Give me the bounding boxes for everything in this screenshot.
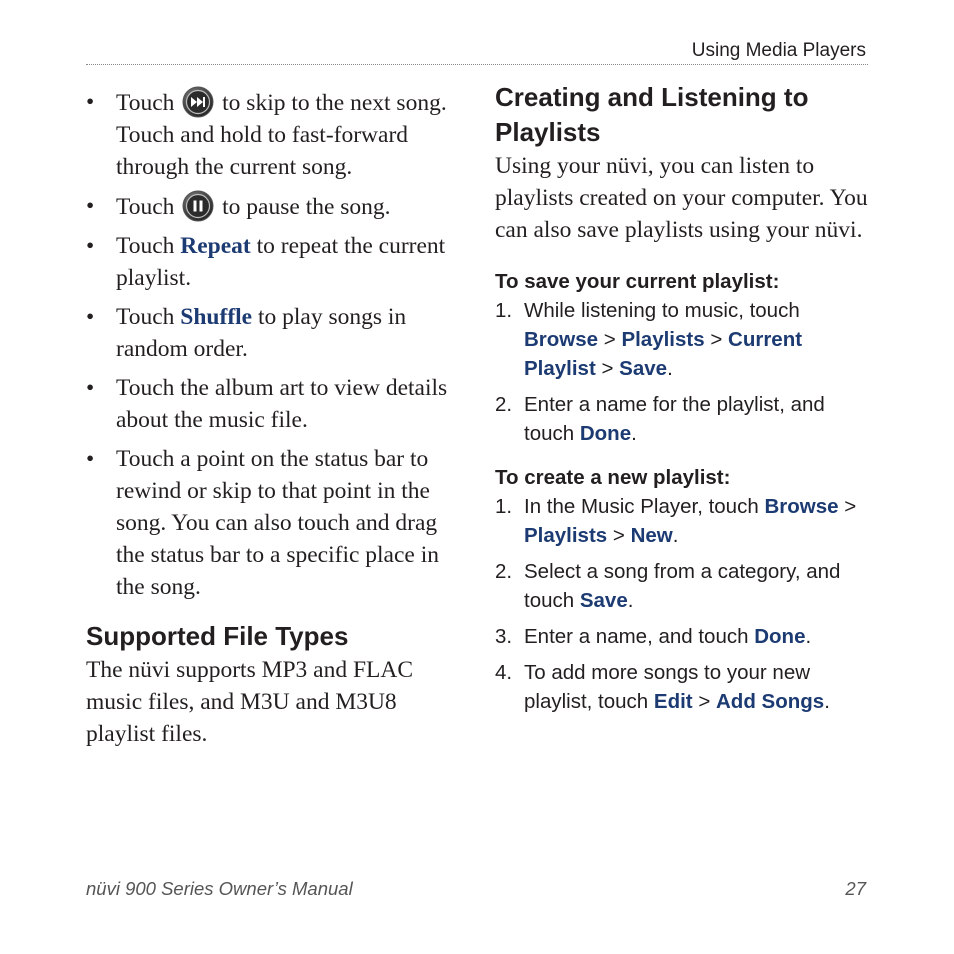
step-text: > [598, 328, 622, 351]
list-item [86, 86, 466, 183]
bullet-marker: • [86, 233, 95, 259]
section-title: Using Media Players [691, 40, 866, 61]
step-item [495, 622, 875, 651]
item-text: Touch [116, 90, 181, 116]
step-text: . [627, 589, 634, 612]
new-keyword: New [630, 524, 673, 547]
list-item [86, 301, 466, 365]
save-playlist-title: To save your current playlist: [495, 270, 780, 293]
step-item [495, 296, 875, 383]
done-keyword: Done [579, 422, 632, 445]
pause-icon [182, 190, 214, 222]
bullet-marker: • [86, 89, 95, 115]
step-text: . [667, 357, 673, 380]
item-text: Touch [116, 233, 181, 259]
item-text: Touch [116, 194, 181, 220]
bullet-marker: • [86, 375, 95, 401]
step-text: > [692, 690, 716, 713]
step-number: 1. [495, 299, 513, 322]
current-playlist-keyword: Current Playlist [524, 328, 803, 380]
step-item [495, 492, 875, 550]
create-playlist-title: To create a new playlist: [495, 466, 731, 489]
save-keyword: Save [619, 357, 668, 380]
step-text: > [838, 495, 857, 518]
supported-file-types-body: The nüvi supports MP3 and FLAC music files, and M3U and M3U8 playlist files. [86, 657, 414, 747]
left-column [86, 86, 466, 750]
step-number: 2. [495, 393, 513, 416]
playlists-heading: Creating and Listening to Playlists [495, 82, 809, 147]
bullet-marker: • [86, 304, 95, 330]
item-text: to skip to the next song. Touch and hold to fast-forward through the current song. [116, 90, 447, 180]
step-item [495, 390, 875, 448]
step-text: . [631, 422, 637, 445]
item-text: to pause the song. [216, 194, 391, 220]
fast-forward-icon [182, 86, 214, 118]
create-playlist-steps [495, 492, 875, 716]
save-keyword: Save [579, 589, 628, 612]
controls-list [86, 86, 466, 603]
step-number: 1. [495, 495, 513, 518]
item-text: to play songs in random order. [116, 304, 407, 362]
page-number: 27 [845, 878, 866, 899]
item-text: to repeat the current playlist. [116, 233, 446, 291]
repeat-keyword: Repeat [180, 233, 251, 259]
header-divider [86, 64, 868, 65]
list-item [86, 372, 466, 436]
item-text: Touch a point on the status bar to rewind or skip to that point in the song. You can also touch and drag the status bar to a specific place in the song. [116, 446, 439, 600]
supported-file-types-heading: Supported File Types [86, 621, 349, 651]
step-text: > [704, 328, 729, 351]
step-text: . [824, 690, 830, 713]
bullet-marker: • [86, 446, 95, 472]
item-text: Touch the album art to view details about the music file. [116, 375, 448, 433]
manual-title: nüvi 900 Series Owner’s Manual [86, 878, 353, 899]
list-item [86, 230, 466, 294]
shuffle-keyword: Shuffle [180, 304, 253, 330]
step-text: > [595, 357, 620, 380]
step-item [495, 658, 875, 716]
browse-keyword: Browse [524, 328, 599, 351]
step-item [495, 557, 875, 615]
list-item [86, 443, 466, 603]
edit-keyword: Edit [653, 690, 693, 713]
bullet-marker: • [86, 193, 95, 219]
step-number: 4. [495, 661, 513, 684]
playlists-keyword: Playlists [524, 524, 608, 547]
step-text: To add more songs to your new playlist, touch [524, 661, 811, 713]
step-text: While listening to music, touch [524, 299, 800, 322]
browse-keyword: Browse [764, 495, 839, 518]
done-keyword: Done [754, 625, 806, 648]
list-item [86, 190, 466, 223]
playlists-keyword: Playlists [621, 328, 705, 351]
step-text: > [607, 524, 631, 547]
item-text: Touch [116, 304, 181, 330]
step-text: In the Music Player, touch [524, 495, 765, 518]
right-column [495, 80, 875, 723]
step-text: . [805, 625, 812, 648]
playlists-intro: Using your nüvi, you can listen to playlists created on your computer. You can also save playlists using your nüvi. [495, 153, 868, 243]
add-songs-keyword: Add Songs [716, 690, 825, 713]
step-text: Enter a name, and touch [524, 625, 755, 648]
step-text: . [672, 524, 679, 547]
step-text: Enter a name for the playlist, and touch [524, 393, 825, 445]
step-number: 3. [495, 625, 513, 648]
step-number: 2. [495, 560, 513, 583]
step-text: Select a song from a category, and touch [524, 560, 841, 612]
save-playlist-steps [495, 296, 875, 448]
